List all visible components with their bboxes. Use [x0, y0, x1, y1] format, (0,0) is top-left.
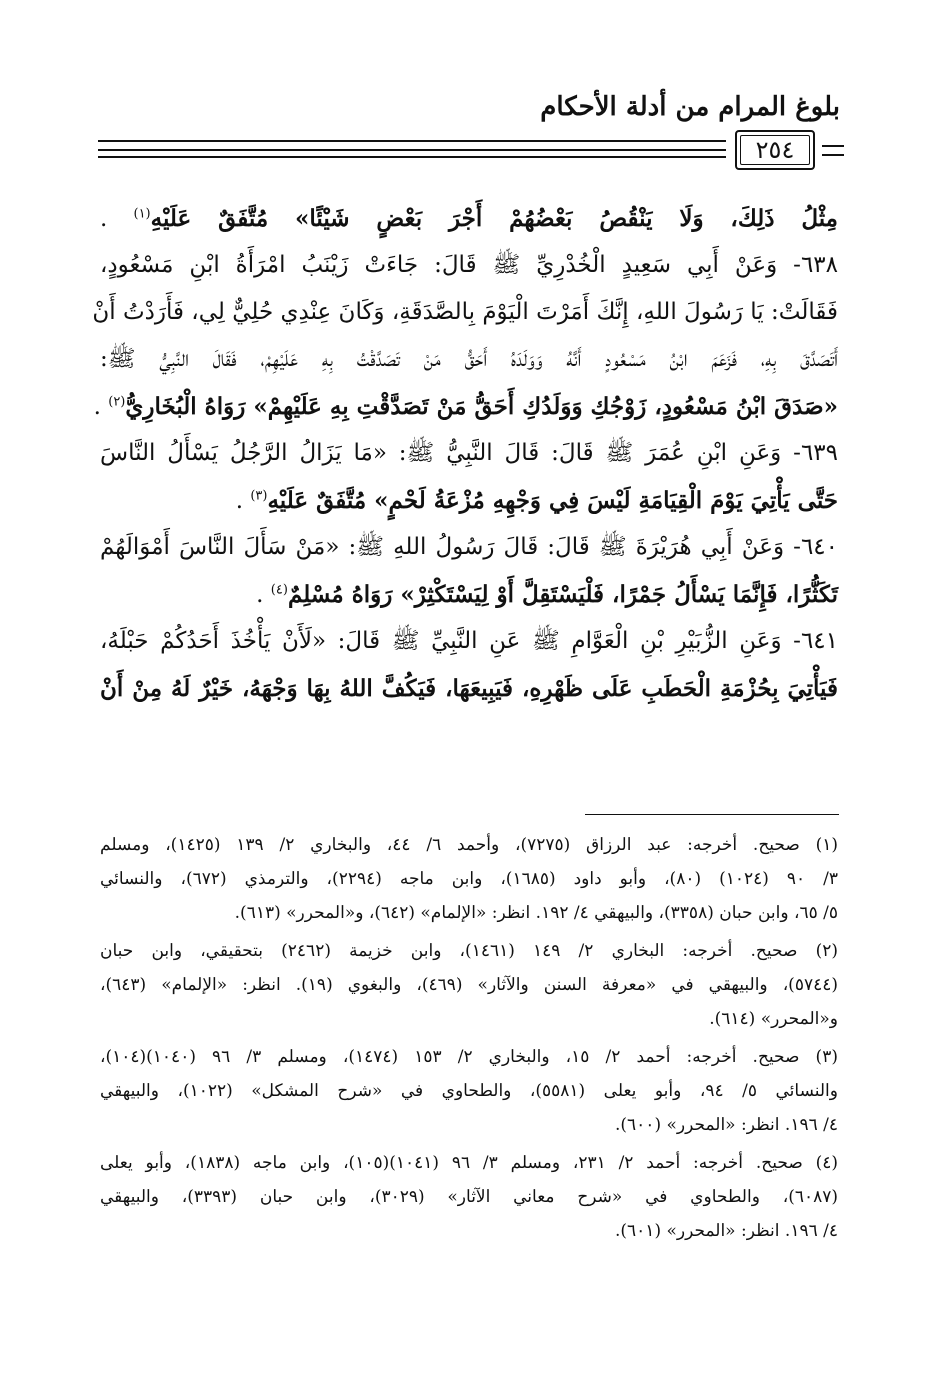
footnote-separator	[585, 814, 839, 815]
body-line: تَكَثُّرًا، فَإِنَّمَا يَسْأَلُ جَمْرًا، فَلْيَسْتَقِلَّ أَوْ لِيَسْتَكْثِرْ» رَوَاهُ مُسْلِمٌ$^{(٤)}$ .	[256, 581, 838, 608]
header-rule-right-upper	[822, 145, 844, 147]
footnote-line: (٣) صحيح. أخرجه: أحمد ٢/ ١٥، والبخاري ٢/ ١٥٣ (١٤٧٤)، ومسلم ٣/ ٩٦ (١٠٤٠)(١٠٤)،	[100, 1047, 838, 1067]
footnote-line: (٦٠٨٧)، والطحاوي في «شرح معاني الآثار» (٣٠٢٩)، وابن حبان (٣٣٩٣)، والبيهقي	[100, 1187, 838, 1207]
hadith-body	[92, 195, 838, 712]
footnote-line: و«المحرر» (٦١٤).	[709, 1009, 838, 1029]
header-rule-lower	[98, 156, 726, 158]
footnote-2	[100, 934, 838, 1036]
header-rule-middle	[98, 149, 726, 151]
body-line: فَيَأْتِيَ بِحُزْمَةِ الْحَطَبِ عَلَى ظَهْرِهِ، فَيَبِيعَهَا، فَيَكُفَّ اللهُ بِهَا وَجْهَهُ، خَيْرٌ لَهُ مِنْ أَنْ	[100, 675, 838, 702]
footnote-line: (٤) صحيح. أخرجه: أحمد ٢/ ٢٣١، ومسلم ٣/ ٩٦ (١٠٤١)(١٠٥)، وابن ماجه (١٨٣٨)، وأبو يعلى	[100, 1153, 838, 1173]
footnote-3	[100, 1040, 838, 1142]
footnote-line: ٤/ ١٩٦. انظر: «المحرر» (٦٠٠).	[615, 1115, 838, 1135]
footnote-line: ٣/ ٩٠ (١٠٢٤) (٨٠)، وأبو داود (١٦٨٥)، وابن ماجه (٢٢٩٤)، والترمذي (٦٧٢)، والنسائي	[100, 869, 838, 889]
body-line: ٦٣٨- وَعَنْ أَبِي سَعِيدٍ الْخُدْرِيِّ ﷺ قَالَ: جَاءَتْ زَيْنَبُ امْرَأَةُ ابْنِ مَسْعُودٍ،	[100, 252, 838, 278]
footnote-line: (٢) صحيح. أخرجه: البخاري ٢/ ١٤٩ (١٤٦١)، وابن خزيمة (٢٤٦٢) بتحقيقي، وابن حبان	[100, 941, 838, 961]
body-line: ٦٣٩- وَعَنِ ابْنِ عُمَرَ ﷺ قَالَ: قَالَ النَّبِيُّ ﷺ: «مَا يَزَالُ الرَّجُلُ يَسْأَلُ النَّاسَ	[100, 440, 838, 466]
body-line: حَتَّى يَأْتِيَ يَوْمَ الْقِيَامَةِ لَيْسَ فِي وَجْهِهِ مُزْعَةُ لَحْمٍ» مُتَّفَقٌ عَلَيْهِ$^{(٣)}$ .	[235, 487, 838, 514]
body-line: فَقَالَتْ: يَا رَسُولَ اللهِ، إِنَّكَ أَمَرْتَ الْيَوْمَ بِالصَّدَقَةِ، وَكَانَ عِنْدِي حُلِيٌّ لِي، فَأَرَدْتُ أَنْ	[92, 299, 838, 325]
header-rule-upper	[98, 140, 726, 142]
footnote-line: ٤/ ١٩٦. انظر: «المحرر» (٦٠١).	[615, 1221, 838, 1241]
header-rule-right-lower	[822, 154, 844, 156]
footnote-line: والنسائي ٥/ ٩٤، وأبو يعلى (٥٥٨١)، والطحاوي في «شرح المشكل» (١٠٢٢)، والبيهقي	[100, 1081, 838, 1101]
body-line: مِثْلُ ذَلِكَ، وَلَا يَنْقُصُ بَعْضُهُمْ أَجْرَ بَعْضٍ شَيْئًا» مُتَّفَقٌ عَلَيْهِ$^{(١)}$ .	[100, 205, 838, 232]
running-title: بلوغ المرام من أدلة الأحكام	[540, 92, 840, 122]
footnotes	[100, 828, 838, 1248]
page-number: ٢٥٤	[755, 136, 795, 164]
body-line: ٦٤٠- وَعَنْ أَبِي هُرَيْرَةَ ﷺ قَالَ: قَالَ رَسُولُ اللهِ ﷺ: «مَنْ سَأَلَ النَّاسَ أَمْوَالَهُمْ	[100, 534, 838, 560]
body-line: ٦٤١- وَعَنِ الزُّبَيْرِ بْنِ الْعَوَّامِ ﷺ عَنِ النَّبِيِّ ﷺ قَالَ: «لَأَنْ يَأْخُذَ أَحَدُكُمْ حَبْلَهُ،	[100, 628, 838, 654]
page-number-box	[735, 130, 815, 170]
footnote-line: (٥٧٤٤)، والبيهقي في «معرفة السنن والآثار» (٤٦٩)، والبغوي (١٩). انظر: «الإلمام» (٦٤٣)،	[100, 975, 838, 995]
footnote-1	[100, 828, 838, 930]
body-line: أَتَصَدَّقَ بِهِ، فَزَعَمَ ابْنُ مَسْعُودٍ أَنَّهُ وَوَلَدَهُ أَحَقُّ مَنْ تَصَدَّقْتُ بِهِ عَلَيْهِمْ، فَقَالَ النَّبِيُّ ﷺ:	[100, 346, 838, 372]
footnote-line: (١) صحيح. أخرجه: عبد الرزاق (٧٢٧٥)، وأحمد ٦/ ٤٤، والبخاري ٢/ ١٣٩ (١٤٢٥)، ومسلم	[100, 835, 839, 855]
body-line: «صَدَقَ ابْنُ مَسْعُودٍ، زَوْجُكِ وَوَلَدُكِ أَحَقُّ مَنْ تَصَدَّقْتِ بِهِ عَلَيْهِمْ» رَوَاهُ الْبُخَارِيُّ$^{(٢)}$ .	[93, 393, 838, 420]
footnote-line: ٥/ ٦٥، وابن حبان (٣٣٥٨)، والبيهقي ٤/ ١٩٢. انظر: «الإلمام» (٦٤٢)، و«المحرر» (٦١٣).	[234, 903, 838, 923]
footnote-4	[100, 1146, 838, 1248]
